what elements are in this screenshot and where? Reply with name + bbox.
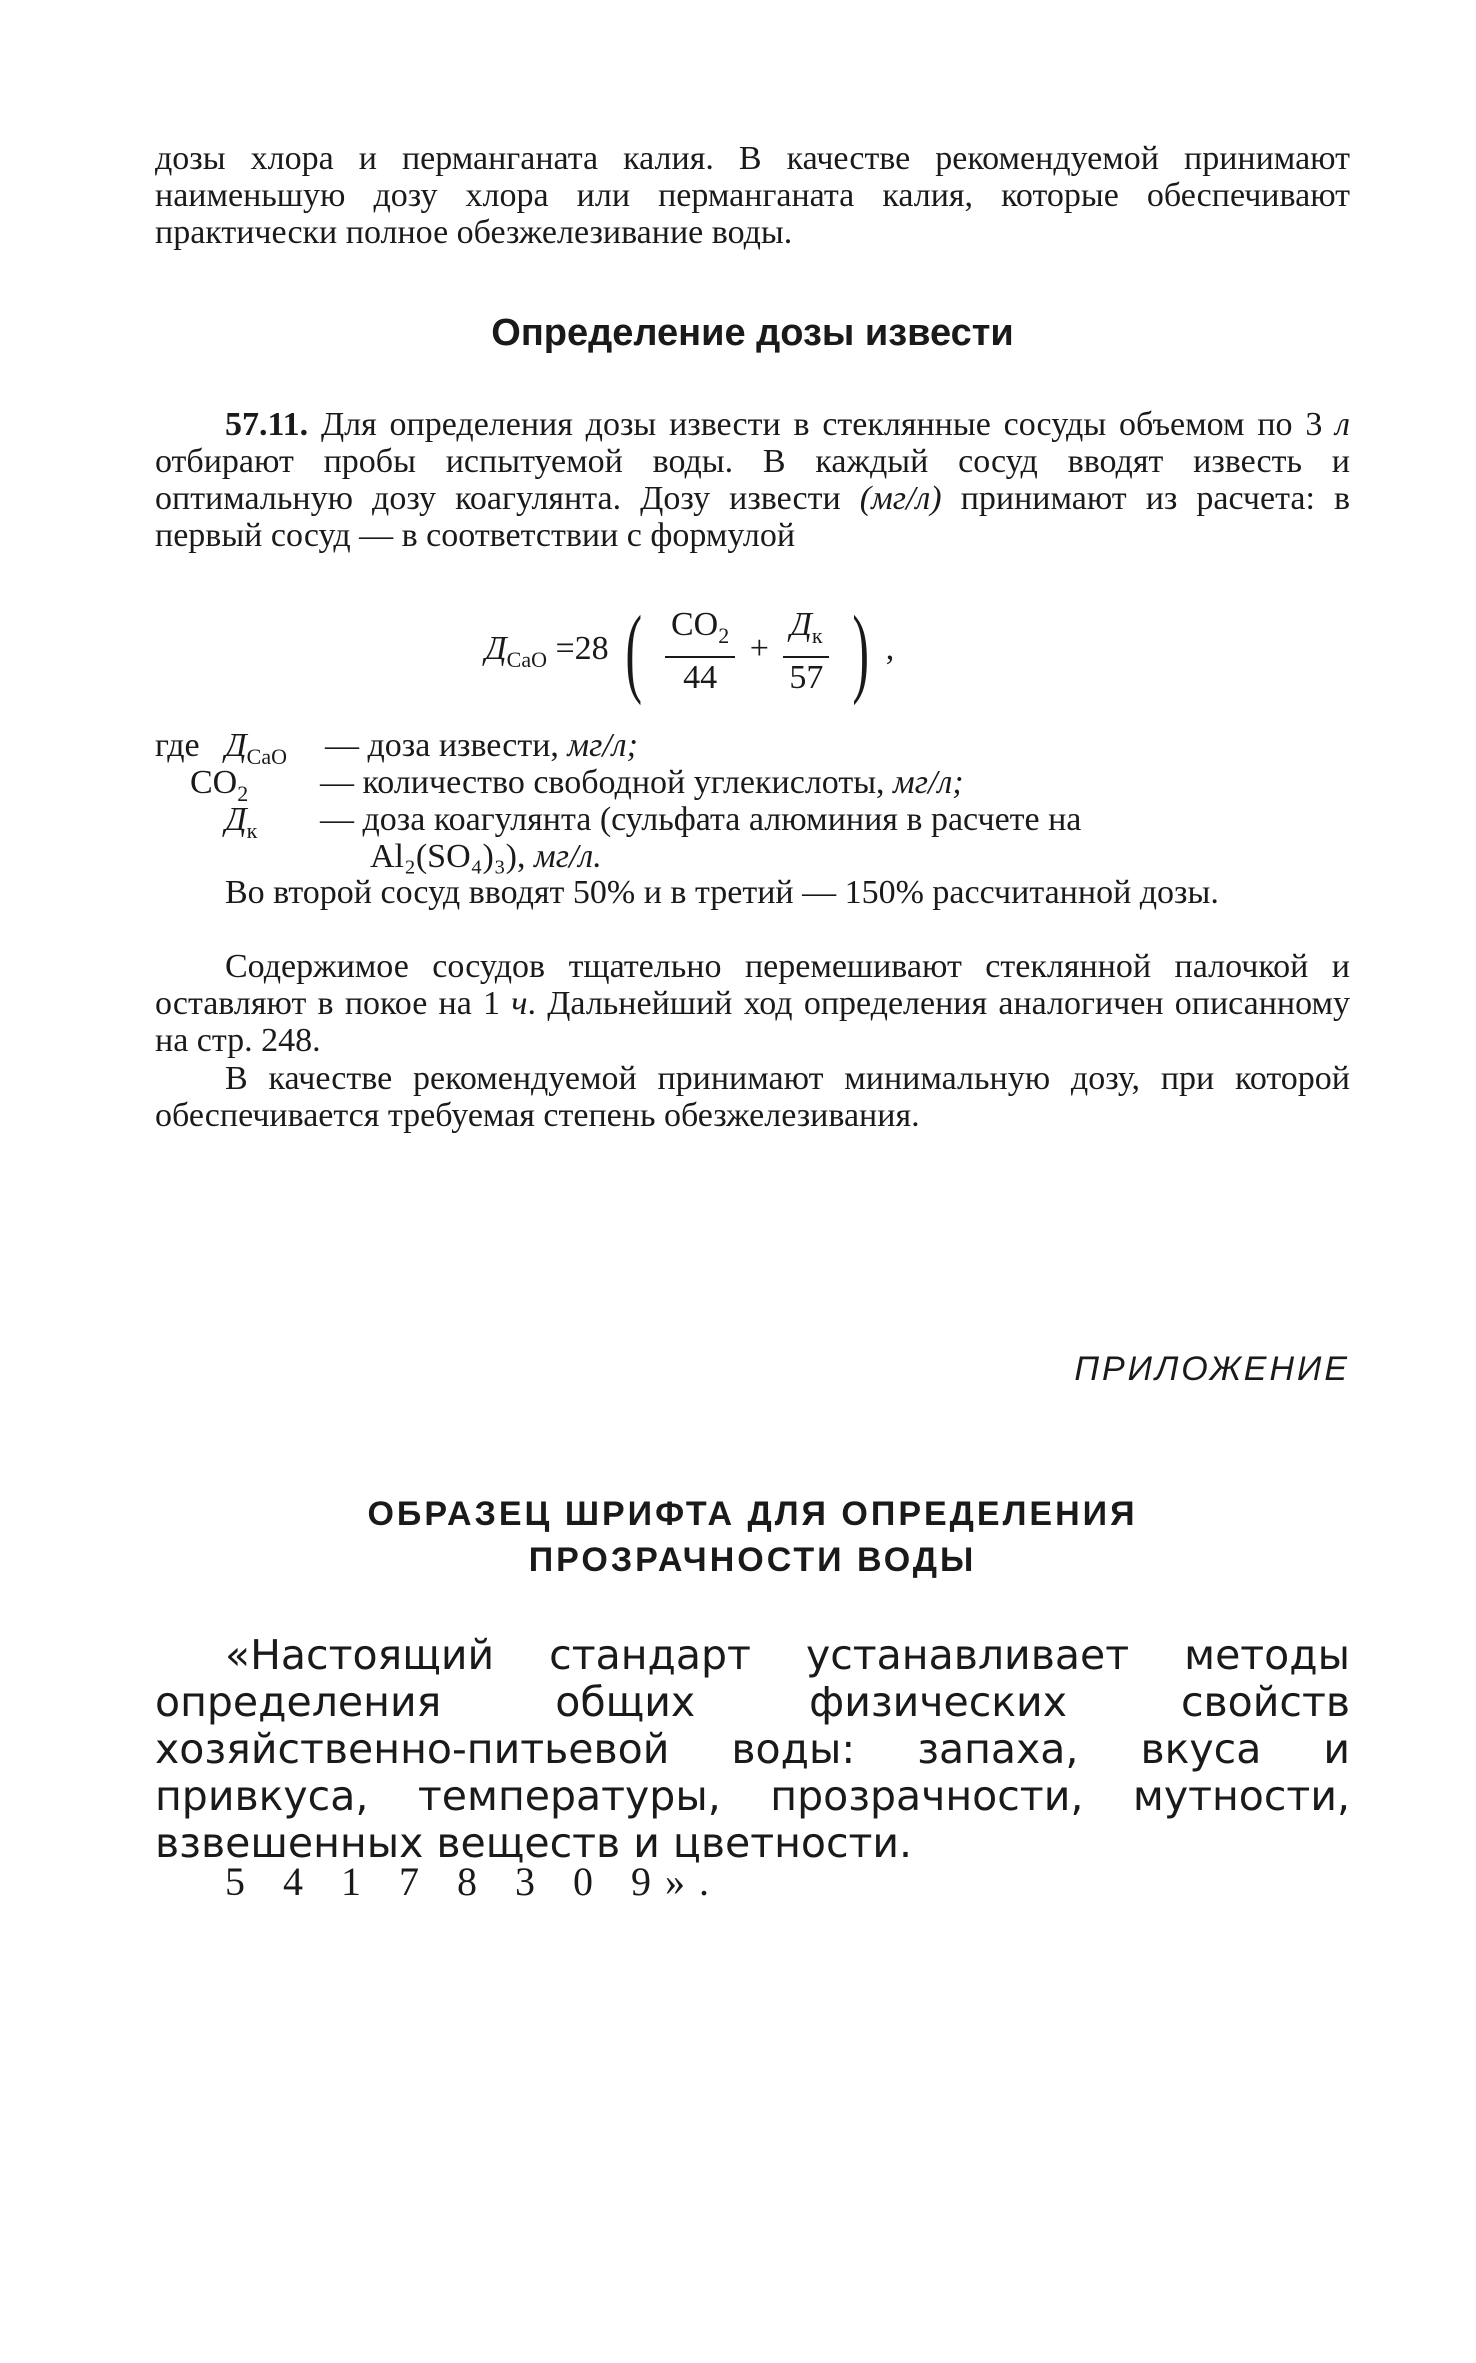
clause-unit-mgl: (мг/л) [859, 480, 942, 517]
right-paren: ) [852, 595, 869, 707]
definitions-list [155, 727, 1350, 875]
clause-paragraph [155, 406, 1350, 554]
fraction-coagulant [783, 605, 829, 698]
fraction-co2 [665, 605, 735, 698]
fraction-coagulant-denominator: 57 [789, 658, 824, 696]
clause-text-3: принимают из расчета: в первый сосуд — в соответствии с формулой [155, 480, 1350, 554]
sample-title-line2: ПРОЗРАЧНОСТИ ВОДЫ [528, 1541, 977, 1579]
fraction-co2-denominator: 44 [683, 658, 718, 696]
definition-term-cao: $Д_{CaO}$ [225, 727, 287, 769]
lime-dose-formula [485, 595, 895, 707]
intro-paragraph: дозы хлора и перманганата калия. В качестве рекомендуемой принимают наименьшую дозу хлора или перманганата калия, которые обеспечивают практически полное обезжелезивание воды. [155, 140, 1350, 251]
definition-row-co2 [155, 764, 1350, 806]
definition-row-cao [155, 727, 1350, 769]
para-second-vessel: Во второй сосуд вводят 50% и в третий — 150% рассчитанной дозы. [225, 874, 1219, 911]
definition-term-co2: $CO_2$ [190, 764, 249, 806]
definition-desc-co2: — количество свободной углекислоты, мг/л; [320, 764, 964, 801]
formula-lhs-sub: CaO [506, 647, 547, 672]
definition-desc-coagulant: — доза коагулянта (сульфата алюминия в расчете на [320, 801, 1082, 838]
formula-trailing-comma: , [885, 630, 895, 668]
left-paren: ( [625, 595, 643, 707]
fraction-coagulant-numerator: $Д_к$ [783, 605, 829, 658]
formula-lhs-symbol: Д [485, 630, 507, 668]
sample-font-text: «Настоящий стандарт устанавливает методы определения общих физических свойств хозяйственно-питьевой воды: запаха, вкуса и привкуса, температуры, прозрачности, мутности, взвешенных веществ и цветности. [155, 1631, 1350, 1867]
clause-unit-l: л [1335, 406, 1350, 443]
formula-equals: =28 [555, 630, 609, 668]
definition-where: где [155, 727, 200, 764]
fraction-co2-numerator: $CO_2$ [665, 605, 735, 658]
clause-number: 57.11. [225, 406, 309, 443]
formula-plus: + [749, 630, 769, 668]
appendix-label: ПРИЛОЖЕНИЕ [1074, 1350, 1350, 1388]
sample-font-digits: 5 4 1 7 8 3 0 9». [225, 1859, 723, 1904]
para-mixing: Содержимое сосудов тщательно перемешивают стеклянной палочкой и оставляют в покое на 1 ч. Дальнейший ход определения аналогичен описанному на стр. 248. [155, 948, 1350, 1059]
definition-row-coagulant-cont [155, 838, 1350, 875]
clause-text-2: отбирают пробы испытуемой воды. В каждый сосуд вводят известь и оптимальную дозу коагулянта. Дозу извести [155, 443, 1350, 517]
para-recommend: В качестве рекомендуемой принимают минимальную дозу, при которой обеспечивается требуемая степень обезжелезивания. [155, 1060, 1350, 1134]
definition-term-coagulant: $Д_к$ [225, 801, 258, 843]
section-title: Определение дозы извести [491, 312, 1014, 354]
sample-title-line1: ОБРАЗЕЦ ШРИФТА ДЛЯ ОПРЕДЕЛЕНИЯ [367, 1495, 1138, 1533]
definition-row-coagulant [155, 801, 1350, 843]
definition-desc-coagulant-cont: Al₂(SO₄)₃), мг/л. [370, 838, 602, 875]
definition-desc-cao: — доза извести, мг/л; [325, 727, 638, 764]
clause-text-1: Для определения дозы извести в стеклянные сосуды объемом по 3 [308, 406, 1336, 443]
